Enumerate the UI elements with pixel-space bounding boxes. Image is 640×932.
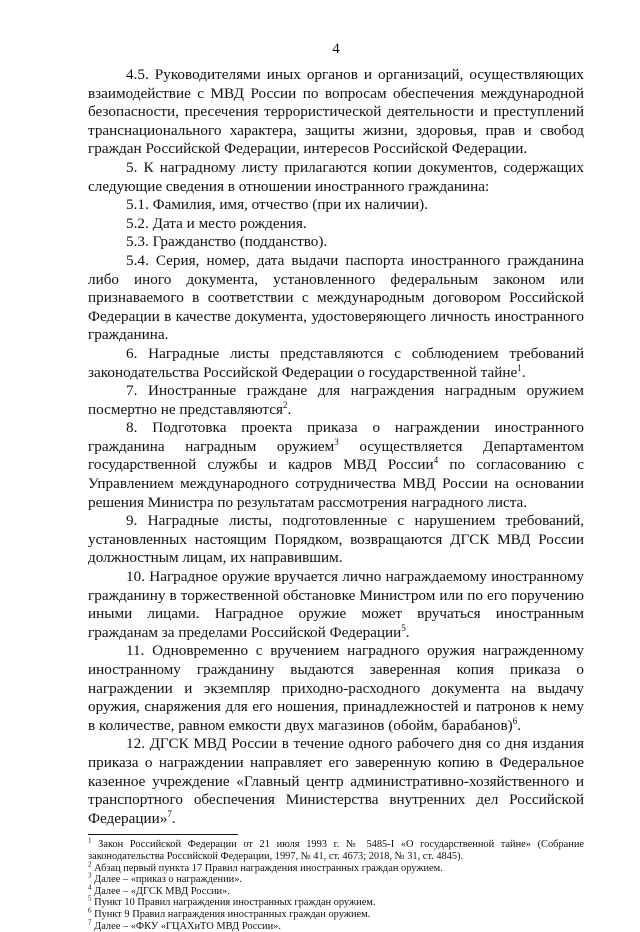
paragraph-6: 6. Наградные листы представляются с соблюдением требований законодательства Российской Федерации о государственной тайне$^1$. [88,345,584,382]
paragraph-7: 7. Иностранные граждане для награждения наградным оружием посмертно не представляются$^2$. [88,382,584,419]
paragraph-9: 9. Наградные листы, подготовленные с нарушением требований, установленных настоящим Порядком, возвращаются ДГСК МВД России должностным лицам, их направившим. [88,512,584,568]
footnote-divider [88,834,238,835]
footnote-4: $^4$ Далее – «ДГСК МВД России». [88,886,584,898]
paragraph-8: 8. Подготовка проекта приказа о награждении иностранного гражданина наградным оружием$^3$ осуществляется Департаментом государственной службы и кадров МВД России$^4$ по согласованию с Управлением международного сотрудничества МВД России на основании решения Министра по результатам рассмотрения наградного листа. [88,419,584,512]
paragraph-5-4: 5.4. Серия, номер, дата выдачи паспорта иностранного гражданина либо иного документа, установленного федеральным законом или признаваемого в соответствии с международным договором Российской Федерации в качестве документа, удостоверяющего личность иностранного гражданина. [88,252,584,345]
footnote-ref[interactable]: 2 [283,400,288,410]
footnote-ref[interactable]: 3 [334,437,339,447]
footnote-ref[interactable]: 5 [401,623,406,633]
paragraph-5: 5. К наградному листу прилагаются копии документов, содержащих следующие сведения в отношении иностранного гражданина: [88,159,584,196]
footnote-ref[interactable]: 7 [167,809,172,819]
footnote-2: $^2$ Абзац первый пункта 17 Правил награждения иностранных граждан оружием. [88,863,584,875]
footnote-3: $^3$ Далее – «приказ о награждении». [88,874,584,886]
footnote-7: $^7$ Далее – «ФКУ «ГЦАХиТО МВД России». [88,921,584,932]
footnote-ref[interactable]: 1 [517,362,522,372]
footnote-5: $^5$ Пункт 10 Правил награждения иностранных граждан оружием. [88,897,584,909]
paragraph-5-1: 5.1. Фамилия, имя, отчество (при их наличии). [88,196,584,215]
footnote-1: $^1$ Закон Российской Федерации от 21 июля 1993 г. № 5485-I «О государственной тайне» (Собрание законодательства Российской Федерации, 1997, № 41, ст. 4673; 2018, № 31, ст. 4845). [88,839,584,862]
footnotes [88,839,584,932]
page-number: 4 [88,40,584,58]
paragraph-5-2: 5.2. Дата и место рождения. [88,215,584,234]
paragraph-5-3: 5.3. Гражданство (подданство). [88,233,584,252]
footnote-ref[interactable]: 4 [434,455,439,465]
paragraph-4-5: 4.5. Руководителями иных органов и организаций, осуществляющих взаимодействие с МВД России по вопросам обеспечения международной безопасности, пресечения террористической деятельности и преступлений транснационального характера, защиты жизни, здоровья, прав и свобод граждан Российской Федерации, интересов Российской Федерации. [88,66,584,159]
paragraph-12: 12. ДГСК МВД России в течение одного рабочего дня со дня издания приказа о награждении направляет его заверенную копию в Федеральное казенное учреждение «Главный центр административно-хозяйственного и транспортного обеспечения Министерства внутренних дел Российской Федерации»$^7$. [88,735,584,828]
body-text [88,66,584,828]
paragraph-11: 11. Одновременно с вручением наградного оружия награжденному иностранному гражданину выдаются заверенная копия приказа о награждении и экземпляр приходно-расходного документа на выдачу оружия, снаряжения для его ношения, принадлежностей и патронов к нему в количестве, равном емкости двух магазинов (обойм, барабанов)$^6$. [88,642,584,735]
paragraph-10: 10. Наградное оружие вручается лично награждаемому иностранному гражданину в торжественной обстановке Министром или по его поручению иными лицами. Наградное оружие может вручаться иностранным гражданам за пределами Российской Федерации$^5$. [88,568,584,642]
footnote-6: $^6$ Пункт 9 Правил награждения иностранных граждан оружием. [88,909,584,921]
footnote-ref[interactable]: 6 [513,716,518,726]
